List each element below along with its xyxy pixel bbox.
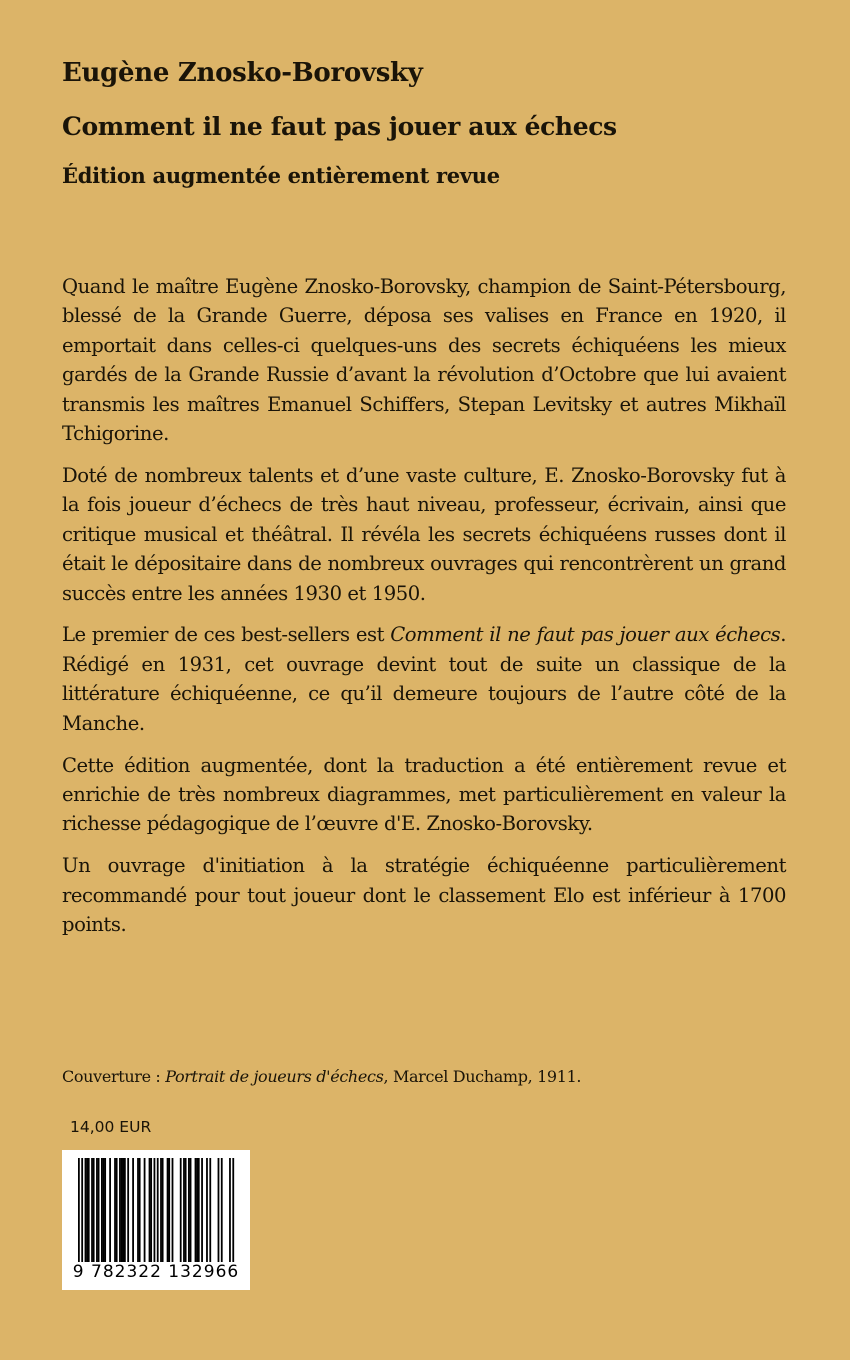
barcode-bars-icon xyxy=(62,1150,250,1262)
edition-subtitle: Édition augmentée entièrement revue xyxy=(62,163,500,188)
barcode-bar xyxy=(172,1158,174,1262)
barcode-bar xyxy=(139,1158,141,1262)
barcode-bar xyxy=(91,1158,93,1262)
barcode-bar xyxy=(124,1158,126,1262)
barcode-bar xyxy=(86,1158,88,1262)
barcode-bar xyxy=(101,1158,103,1262)
barcode-bar xyxy=(232,1158,234,1262)
barcode-bar xyxy=(104,1158,106,1262)
barcode-bar xyxy=(93,1158,95,1262)
barcode-bar xyxy=(167,1158,169,1262)
cover-credit xyxy=(62,1067,581,1086)
blurb-paragraph-4: Cette édition augmentée, dont la traduction a été entièrement revue et enrichie de très nombreux diagrammes, met particulièrement en valeur la richesse pédagogique de l’œuvre d'E. Znosko-Borovsky. xyxy=(62,753,786,836)
barcode-bar xyxy=(188,1158,190,1262)
barcode-bar xyxy=(180,1158,182,1262)
barcode-bar xyxy=(88,1158,90,1262)
barcode-bar xyxy=(150,1158,152,1262)
blurb-paragraph-3 xyxy=(62,620,786,738)
barcode-bar xyxy=(190,1158,192,1262)
p3-lead: Le premier de ces best-sellers est xyxy=(62,623,391,647)
barcode-bar xyxy=(78,1158,80,1262)
book-title: Comment il ne faut pas jouer aux échecs xyxy=(62,112,617,141)
p3-book-title: Comment il ne faut pas jouer aux échecs xyxy=(390,623,781,647)
cover-artwork-title: Portrait de joueurs d'échecs xyxy=(165,1067,384,1086)
barcode-bar xyxy=(198,1158,200,1262)
isbn-number: 9 782322 132966 xyxy=(72,1262,240,1282)
barcode-bar xyxy=(149,1158,151,1262)
barcode-bar xyxy=(144,1158,146,1262)
barcode-bar xyxy=(157,1158,159,1262)
blurb-paragraph-1: Quand le maître Eugène Znosko-Borovsky, champion de Saint-Pétersbourg, blessé de la Grande Guerre, déposa ses valises en France en 1920, il emportait dans celles-ci quelques-uns des secrets échiquéens les mieux gardés de la Grande Russie d’avant la révolution d’Octobre que lui avaient transmis les maîtres Emanuel Schiffers, Stepan Levitsky et autres Mikhaïl Tchigorine. xyxy=(62,275,786,446)
barcode-bar xyxy=(229,1158,231,1262)
barcode-bar xyxy=(98,1158,100,1262)
cover-credit-rest: , Marcel Duchamp, 1911. xyxy=(383,1067,582,1086)
barcode-bar xyxy=(116,1158,118,1262)
price-label: 14,00 EUR xyxy=(70,1118,152,1136)
blurb xyxy=(62,272,786,952)
barcode-bar xyxy=(221,1158,223,1262)
barcode-bar xyxy=(103,1158,105,1262)
barcode-bar xyxy=(183,1158,185,1262)
barcode-bar xyxy=(119,1158,121,1262)
barcode-bar xyxy=(196,1158,198,1262)
barcode-bar xyxy=(121,1158,123,1262)
barcode xyxy=(62,1150,250,1290)
barcode-bar xyxy=(114,1158,116,1262)
cover-credit-label: Couverture : xyxy=(62,1067,166,1086)
barcode-bar xyxy=(201,1158,203,1262)
barcode-bar xyxy=(154,1158,156,1262)
p3-rest: . Rédigé en 1931, cet ouvrage devint tout de suite un classique de la littérature échiquéenne, ce qu’il demeure toujours de l’autre côté de la Manche. xyxy=(62,623,787,735)
barcode-bar xyxy=(127,1158,129,1262)
barcode-bar xyxy=(162,1158,164,1262)
barcode-bar xyxy=(218,1158,220,1262)
blurb-paragraph-2: Doté de nombreux talents et d’une vaste culture, E. Znosko-Borovsky fut à la fois joueur d’échecs de très haut niveau, professeur, écrivain, ainsi que critique musical et théâtral. Il révéla les secrets échiquéens russes dont il était le dépositaire dans de nombreux ouvrages qui rencontrèrent un grand succès entre les années 1930 et 1950. xyxy=(62,463,786,605)
barcode-bar xyxy=(122,1158,124,1262)
blurb-paragraph-5: Un ouvrage d'initiation à la stratégie échiquéenne particulièrement recommandé pour tout joueur dont le classement Elo est inférieur à 1700 points. xyxy=(62,854,786,937)
barcode-bar xyxy=(168,1158,170,1262)
barcode-bar xyxy=(132,1158,134,1262)
barcode-bar xyxy=(206,1158,208,1262)
barcode-bar xyxy=(209,1158,211,1262)
barcode-bar xyxy=(137,1158,139,1262)
barcode-bar xyxy=(185,1158,187,1262)
barcode-bar xyxy=(160,1158,162,1262)
barcode-bar xyxy=(109,1158,111,1262)
author-name: Eugène Znosko-Borovsky xyxy=(62,58,423,88)
barcode-bar xyxy=(195,1158,197,1262)
barcode-bar xyxy=(85,1158,87,1262)
barcode-bar xyxy=(96,1158,98,1262)
barcode-bar xyxy=(81,1158,83,1262)
